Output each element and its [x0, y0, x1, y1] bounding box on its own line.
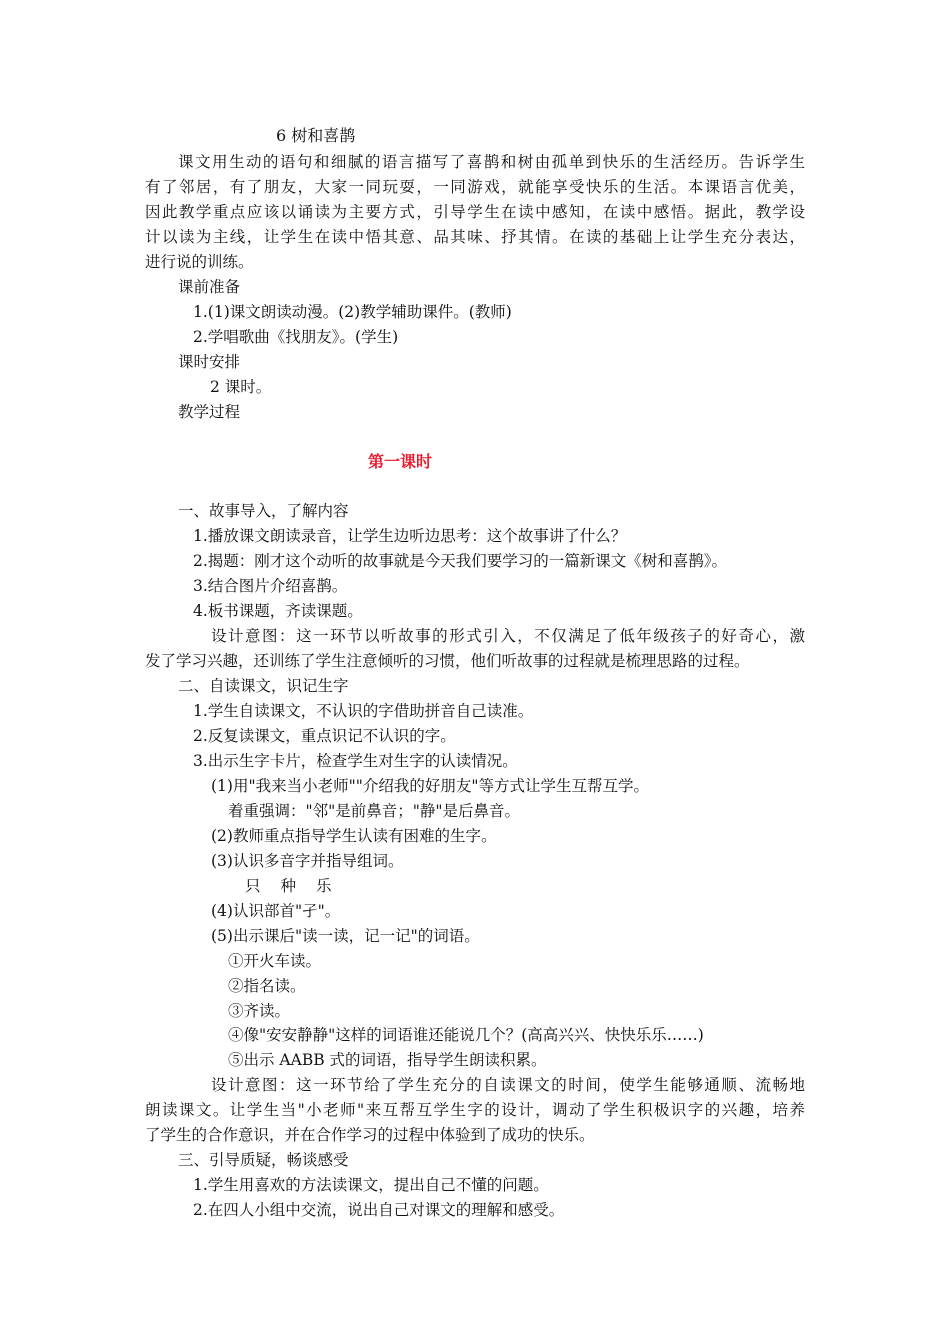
step-item: ③齐读。: [228, 1002, 291, 1020]
sub-item: (4)认识部首"孑"。: [211, 902, 341, 920]
prep-item: 1.(1)课文朗读动漫。(2)教学辅助课件。(教师): [193, 303, 512, 321]
intro-line: 进行说的训练。: [145, 253, 254, 271]
document-title: 6 树和喜鹊: [276, 126, 356, 145]
sub-item: (3)认识多音字并指导组词。: [211, 852, 404, 870]
list-item: 2.揭题：刚才这个动听的故事就是今天我们要学习的一篇新课文《树和喜鹊》。: [193, 552, 728, 570]
intro-line: 课文用生动的语句和细腻的语言描写了喜鹊和树由孤单到快乐的生活经历。告诉学生: [178, 153, 805, 171]
process-heading: 教学过程: [178, 403, 241, 421]
step-item: ②指名读。: [228, 977, 306, 995]
char: 种: [280, 877, 297, 895]
section-heading: 三、引导质疑，畅谈感受: [178, 1151, 349, 1169]
design-intent: 设计意图：这一环节给了学生充分的自读课文的时间，使学生能够通顺、流畅地: [211, 1076, 805, 1094]
polyphonic-chars: [245, 876, 352, 896]
sub-note: 着重强调："邻"是前鼻音；"静"是后鼻音。: [228, 802, 521, 820]
sub-item: (2)教师重点指导学生认读有困难的生字。: [211, 827, 497, 845]
prep-item: 2.学唱歌曲《找朋友》。(学生): [193, 328, 399, 346]
sub-item: (1)用"我来当小老师""介绍我的好朋友"等方式让学生互帮互学。: [211, 777, 649, 795]
list-item: 4.板书课题，齐读课题。: [193, 602, 363, 620]
intro-line: 计以读为主线，让学生在读中悟其意、品其味、抒其情。在读的基础上让学生充分表达，: [145, 228, 805, 246]
prep-heading: 课前准备: [178, 278, 241, 296]
intro-line: 有了邻居，有了朋友，大家一同玩耍，一同游戏，就能享受快乐的生活。本课语言优美，: [145, 178, 805, 196]
list-item: 1.播放课文朗读录音，让学生边听边思考：这个故事讲了什么？: [193, 527, 627, 545]
list-item: 2.在四人小组中交流，说出自己对课文的理解和感受。: [193, 1201, 565, 1219]
list-item: 3.出示生字卡片，检查学生对生字的认读情况。: [193, 752, 518, 770]
schedule-value: 2 课时。: [210, 378, 272, 396]
design-intent: 朗读课文。让学生当"小老师"来互帮互学生字的设计，调动了学生积极识字的兴趣，培养: [145, 1101, 805, 1119]
schedule-heading: 课时安排: [178, 353, 241, 371]
step-item: ⑤出示 AABB 式的词语，指导学生朗读积累。: [228, 1051, 547, 1069]
design-intent: 设计意图：这一环节以听故事的形式引入，不仅满足了低年级孩子的好奇心，激: [211, 627, 805, 645]
char: 只: [245, 877, 261, 895]
intro-line: 因此教学重点应该以诵读为主要方式，引导学生在读中感知，在读中感悟。据此，教学设: [145, 203, 805, 221]
list-item: 1.学生自读课文，不认识的字借助拼音自己读准。: [193, 702, 534, 720]
step-item: ①开火车读。: [228, 952, 322, 970]
char: 乐: [316, 877, 332, 895]
design-intent: 了学生的合作意识，并在合作学习的过程中体验到了成功的快乐。: [145, 1126, 595, 1144]
list-item: 2.反复读课文，重点识记不认识的字。: [193, 727, 456, 745]
list-item: 1.学生用喜欢的方法读课文，提出自己不懂的问题。: [193, 1176, 549, 1194]
section-heading: 二、自读课文，识记生字: [178, 677, 349, 695]
step-item: ④像"安安静静"这样的词语谁还能说几个？(高高兴兴、快快乐乐……): [228, 1026, 704, 1044]
design-intent: 发了学习兴趣，还训练了学生注意倾听的习惯，他们听故事的过程就是梳理思路的过程。: [145, 652, 750, 670]
section-heading: 一、故事导入，了解内容: [178, 502, 349, 520]
lesson-title: 第一课时: [368, 452, 433, 471]
list-item: 3.结合图片介绍喜鹊。: [193, 577, 348, 595]
sub-item: (5)出示课后"读一读，记一记"的词语。: [211, 927, 480, 945]
